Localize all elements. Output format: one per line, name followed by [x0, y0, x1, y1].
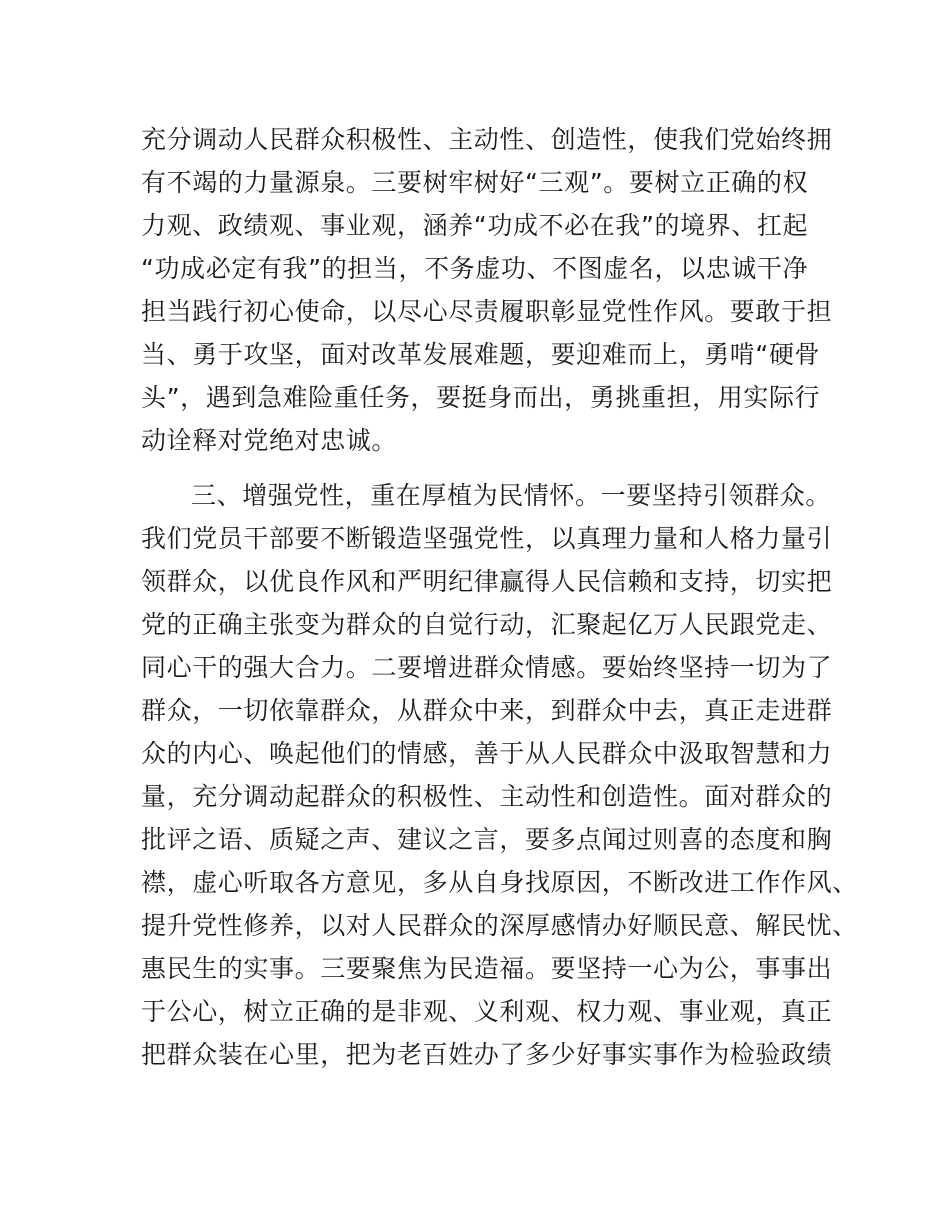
text-line: 力观、政绩观、事业观，涵养“功成不必在我”的境界、扛起: [141, 211, 809, 240]
text-line: 把群众装在心里，把为老百姓办了多少好事实事作为检验政绩: [141, 1040, 833, 1069]
text-line: 担当践行初心使命，以尽心尽责履职彰显党性作风。要敢于担: [141, 297, 833, 326]
text-line: 动诠释对党绝对忠诚。: [141, 426, 398, 455]
text-line: 有不竭的力量源泉。三要树牢树好“三观”。要树立正确的权: [141, 168, 809, 197]
text-line: 众的内心、唤起他们的情感，善于从人民群众中汲取智慧和力: [141, 739, 833, 768]
text-line: 我们党员干部要不断锻造坚强党性，以真理力量和人格力量引: [141, 524, 833, 553]
text-line: 领群众，以优良作风和严明纪律赢得人民信赖和支持，切实把: [141, 567, 833, 596]
text-line: 批评之语、质疑之声、建议之言，要多点闻过则喜的态度和胸: [141, 825, 833, 854]
text-line: 党的正确主张变为群众的自觉行动，汇聚起亿万人民跟党走、: [141, 610, 833, 639]
text-line: 群众，一切依靠群众，从群众中来，到群众中去，真正走进群: [141, 696, 833, 725]
text-line: 充分调动人民群众积极性、主动性、创造性，使我们党始终拥: [141, 125, 833, 154]
text-line: 同心干的强大合力。二要增进群众情感。要始终坚持一切为了: [141, 653, 833, 682]
text-line: 当、勇于攻坚，面对改革发展难题，要迎难而上，勇啃“硬骨: [141, 340, 821, 369]
text-line: 量，充分调动起群众的积极性、主动性和创造性。面对群众的: [141, 782, 833, 811]
text-line: 于公心，树立正确的是非观、义利观、权力观、事业观，真正: [141, 997, 833, 1026]
text-line: 惠民生的实事。三要聚焦为民造福。要坚持一心为公，事事出: [141, 954, 833, 983]
text-line: 襟，虚心听取各方意见，多从自身找原因，不断改进工作作风、: [141, 868, 858, 897]
text-line: “功成必定有我”的担当，不务虚功、不图虚名，以忠诚干净: [141, 254, 809, 283]
text-line: 提升党性修养，以对人民群众的深厚感情办好顺民意、解民忧、: [141, 911, 858, 940]
text-line: 头”，遇到急难险重任务，要挺身而出，勇挑重担，用实际行: [141, 383, 821, 412]
section-heading-line: 三、增强党性，重在厚植为民情怀。一要坚持引领群众。: [191, 481, 832, 510]
